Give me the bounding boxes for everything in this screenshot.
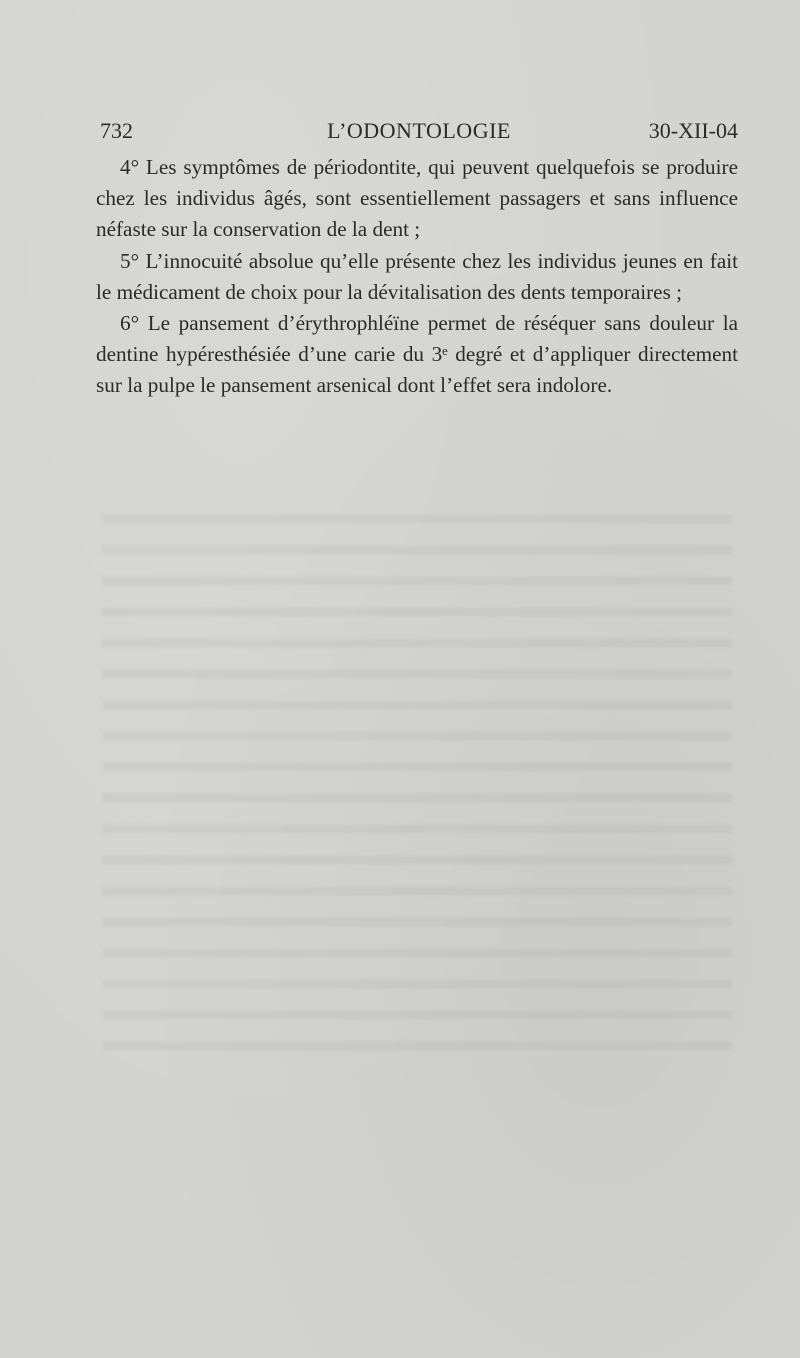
issue-date: 30-XII-04 — [648, 118, 738, 143]
running-head — [100, 118, 738, 148]
paragraph-point-5: 5° L’innocuité absolue qu’elle présente chez les individus jeunes en fait le médicament de choix pour la dévitalisation des dents temporaires ; — [96, 248, 738, 304]
paragraph-point-6: 6° Le pansement d’érythrophléïne permet de réséquer sans douleur la dentine hypéresthésiée d’une carie du 3ᵉ degré et d’appliquer directement sur la pulpe le pansement arsenical dont l’effet sera indolore. — [96, 311, 738, 398]
show-through-texture — [102, 500, 732, 1060]
journal-title: L’ODONTOLOGIE — [327, 118, 511, 143]
page-number: 732 — [100, 118, 133, 143]
paragraph-point-4: 4° Les symptômes de périodontite, qui peuvent quelquefois se produire chez les individus âgés, sont essentiellement passagers et sans influence néfaste sur la conservation de la dent ; — [96, 155, 738, 242]
body-text — [96, 152, 738, 402]
